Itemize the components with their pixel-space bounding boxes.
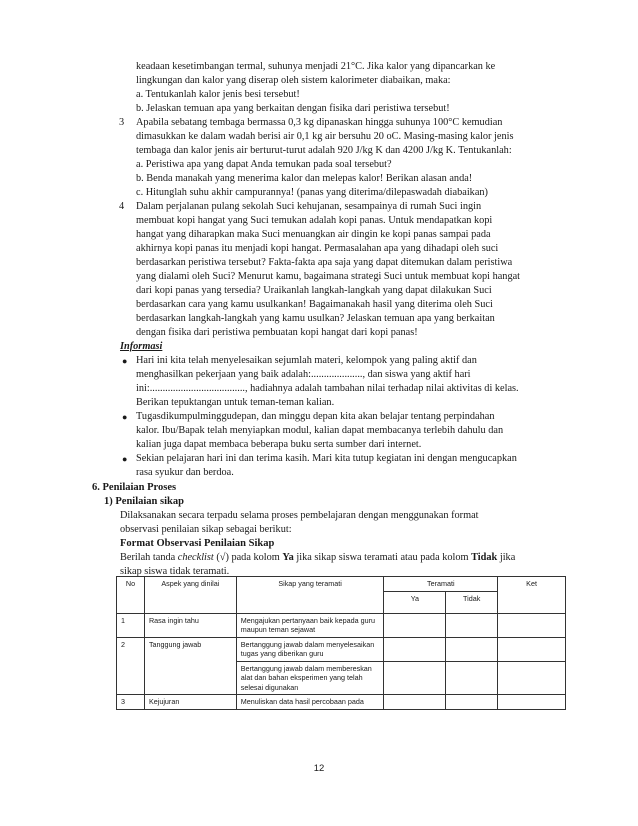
q2-item-b: b. Jelaskan temuan apa yang berkaitan dengan fisika dari peristiwa tersebut! xyxy=(136,103,450,114)
q4-line: berdasarkan cara yang kamu usulkankan! Bagaimanakah hasil yang diterima oleh Suci xyxy=(136,299,493,310)
q3-item-a: a. Peristiwa apa yang dapat Anda temukan pada soal tersebut? xyxy=(136,159,392,170)
sikap-desc-line1: Dilaksanakan secara terpadu selama proses pembelajaran dengan menggunakan format xyxy=(120,510,479,521)
cell-ya[interactable] xyxy=(384,613,446,637)
q3-line1: Apabila sebatang tembaga bermassa 0,3 kg dipanaskan hingga suhunya 100°C kemudian xyxy=(136,117,503,128)
q3-line2: dimasukkan ke dalam wadah berisi air 0,1 kg air bersuhu 20 oC. Masing-masing kalor jenis xyxy=(136,131,514,142)
cell-ket[interactable] xyxy=(498,613,566,637)
penilaian-sikap-heading: 1) Penilaian sikap xyxy=(104,496,184,507)
cell-ya[interactable] xyxy=(384,695,446,710)
cell-aspek: Kejujuran xyxy=(144,695,236,710)
q3-item-b: b. Benda manakah yang menerima kalor dan melepas kalor! Berikan alasan anda! xyxy=(136,173,473,184)
instruction-ya: Ya xyxy=(282,552,294,563)
cell-aspek: Rasa ingin tahu xyxy=(144,613,236,637)
info-bullet2-line1: Tugasdikumpulminggudepan, dan minggu depan kita akan belajar tentang perpindahan xyxy=(136,411,495,422)
sikap-desc-line2: observasi penilaian sikap sebagai berikut: xyxy=(120,524,292,535)
sikap-observation-table xyxy=(116,576,566,710)
cell-aspek: Tanggung jawab xyxy=(144,637,236,695)
info-bullet1-line4: Berikan tepuktangan untuk teman-teman kalian. xyxy=(136,397,335,408)
header-ya: Ya xyxy=(384,591,446,613)
q2-line1: keadaan kesetimbangan termal, suhunya menjadi 21°C. Jika kalor yang dipancarkan ke xyxy=(136,61,496,72)
bullet-icon: ● xyxy=(122,454,128,464)
cell-tidak[interactable] xyxy=(446,613,498,637)
cell-tidak[interactable] xyxy=(446,661,498,695)
cell-ket[interactable] xyxy=(498,661,566,695)
cell-sikap: Menuliskan data hasil percobaan pada xyxy=(236,695,384,710)
info-bullet3-line2: rasa syukur dan berdoa. xyxy=(136,467,234,478)
q4-number: 4 xyxy=(119,201,125,212)
cell-ket[interactable] xyxy=(498,695,566,710)
instruction-tidak: Tidak xyxy=(471,552,498,563)
cell-tidak[interactable] xyxy=(446,637,498,661)
q2-line2: lingkungan dan kalor yang diserap oleh sistem kalorimeter diabaikan, maka: xyxy=(136,75,451,86)
cell-no: 3 xyxy=(117,695,145,710)
table-row xyxy=(117,613,566,637)
q3-number: 3 xyxy=(119,117,125,128)
info-bullet2-line2: kalor. Ibu/Bapak telah menyiapkan modul, kalian dapat membacanya terlebih dahulu dan xyxy=(136,425,504,436)
q4-line: yang dialami oleh Suci? Menurut kamu, bagaimana strategi Suci untuk membuat kopi hangat xyxy=(136,271,521,282)
header-no: No xyxy=(117,577,145,614)
instruction-checklist: checklist xyxy=(177,552,214,563)
cell-sikap: Bertanggung jawab dalam menyelesaikan tugas yang diberikan guru xyxy=(236,637,384,661)
informasi-heading: Informasi xyxy=(120,341,163,352)
header-aspek: Aspek yang dinilai xyxy=(144,577,236,614)
instruction-line1 xyxy=(120,551,564,565)
q3-item-c: c. Hitunglah suhu akhir campurannya! (panas yang diterima/dilepaswadah diabaikan) xyxy=(136,187,488,198)
q4-line: berdasarkan langkah-langkah yang kamu usulkan? Jelaskan temuan apa yang berkaitan xyxy=(136,313,495,324)
q4-line: hangat yang diharapkan maka Suci menuangkan air dingin ke kopi panas sampai pada xyxy=(136,229,491,240)
info-bullet1-line1: Hari ini kita telah menyelesaikan sejumlah materi, kelompok yang paling aktif dan xyxy=(136,355,477,366)
info-bullet1-line3: ini:....................................., hadiahnya adalah tambahan nilai terhadap nilai aktivitas di kelas. xyxy=(136,383,519,394)
table-row xyxy=(117,637,566,661)
instruction-line2: sikap siswa tidak teramati. xyxy=(120,566,230,577)
info-bullet2-line3: kalian juga dapat membaca beberapa buku serta sumber dari internet. xyxy=(136,439,422,450)
section-6-heading: 6. Penilaian Proses xyxy=(92,482,177,493)
cell-ya[interactable] xyxy=(384,661,446,695)
q4-line: berdasarkan peristiwa tersebut? Fakta-fakta apa saja yang dapat ditemukan dalam peristiwa xyxy=(136,257,513,268)
cell-ya[interactable] xyxy=(384,637,446,661)
q3-line3: tembaga dan kalor jenis air berturut-turut adalah 920 J/kg K dan 4200 J/kg K. Tentukanlah: xyxy=(136,145,512,156)
header-teramati: Teramati xyxy=(384,577,498,592)
cell-sikap: Mengajukan pertanyaan baik kepada guru maupun teman sejawat xyxy=(236,613,384,637)
header-tidak: Tidak xyxy=(446,591,498,613)
header-sikap: Sikap yang teramati xyxy=(236,577,384,614)
q4-line: akhirnya kopi panas itu menjadi kopi hangat. Permasalahan apa yang dihadapi oleh suci xyxy=(136,243,499,254)
bullet-icon: ● xyxy=(122,412,128,422)
instruction-pre: Berilah tanda xyxy=(120,552,178,563)
cell-tidak[interactable] xyxy=(446,695,498,710)
table-row xyxy=(117,695,566,710)
q4-line: Dalam perjalanan pulang sekolah Suci kehujanan, sesampainya di rumah Suci ingin xyxy=(136,201,482,212)
page-number: 12 xyxy=(313,763,325,774)
info-bullet3-line1: Sekian pelajaran hari ini dan terima kasih. Mari kita tutup kegiatan ini dengan mengucapkan xyxy=(136,453,517,464)
q2-item-a: a. Tentukanlah kalor jenis besi tersebut! xyxy=(136,89,300,100)
bullet-icon: ● xyxy=(122,356,128,366)
q4-line: dari kopi panas yang tersedia? Uraikanlah langkah-langkah yang dapat dilakukan Suci xyxy=(136,285,492,296)
cell-no: 1 xyxy=(117,613,145,637)
info-bullet1-line2: menghasilkan pekerjaan yang baik adalah:...................., dan siswa yang aktif hari xyxy=(136,369,471,380)
instruction-mid2: jika sikap siswa teramati atau pada kolom xyxy=(293,552,472,563)
format-title: Format Observasi Penilaian Sikap xyxy=(120,538,275,549)
cell-sikap: Bertanggung jawab dalam membereskan alat dan bahan eksperimen yang telah selesai digunakan xyxy=(236,661,384,695)
header-ket: Ket xyxy=(498,577,566,614)
cell-no: 2 xyxy=(117,637,145,695)
instruction-post: jika xyxy=(497,552,516,563)
cell-ket[interactable] xyxy=(498,637,566,661)
instruction-mid: (√) pada kolom xyxy=(213,552,283,563)
q4-line: membuat kopi hangat yang Suci temukan adalah kopi panas. Untuk mendapatkan kopi xyxy=(136,215,493,226)
q4-line: dengan fisika dari peristiwa pembuatan kopi hangat dari kopi panas! xyxy=(136,327,418,338)
